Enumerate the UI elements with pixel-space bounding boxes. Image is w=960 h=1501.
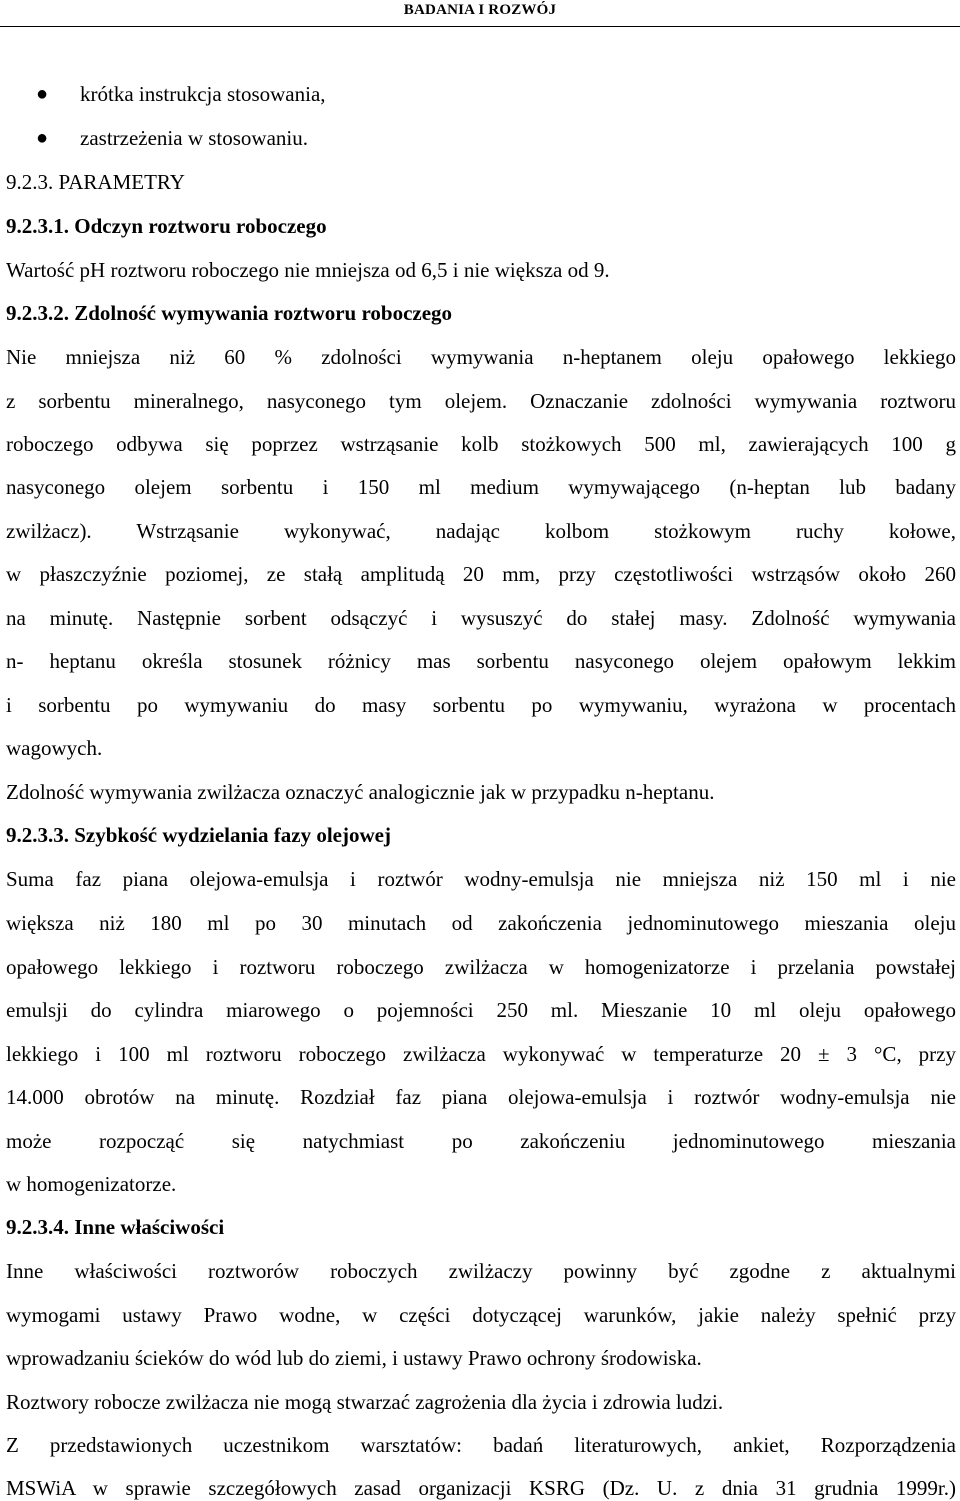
paragraph-line: Inne właściwości roztworów roboczych zwilżaczy powinny być zgodne z aktualnymi xyxy=(6,1259,956,1283)
running-header: BADANIA I ROZWÓJ xyxy=(403,2,557,18)
paragraph-line: w homogenizatorze. xyxy=(6,1172,177,1196)
paragraph-line: na minutę. Następnie sorbent odsączyć i wysuszyć do stałej masy. Zdolność wymywania xyxy=(6,606,956,630)
paragraph-line: z sorbentu mineralnego, nasyconego tym olejem. Oznaczanie zdolności wymywania roztworu xyxy=(6,389,956,413)
paragraph-line: 14.000 obrotów na minutę. Rozdział faz piana olejowa-emulsja i roztwór wodny-emulsja nie xyxy=(6,1085,956,1109)
paragraph-line: może rozpocząć się natychmiast po zakończeniu jednominutowego mieszania xyxy=(6,1129,956,1153)
paragraph-line: Roztwory robocze zwilżacza nie mogą stwarzać zagrożenia dla życia i zdrowia ludzi. xyxy=(6,1390,724,1414)
subsection-heading: 9.2.3.3. Szybkość wydzielania fazy olejowej xyxy=(6,823,391,847)
paragraph-line: Z przedstawionych uczestnikom warsztatów: badań literaturowych, ankiet, Rozporządzenia xyxy=(6,1433,956,1457)
subsection-heading: 9.2.3.2. Zdolność wymywania roztworu roboczego xyxy=(6,301,453,325)
paragraph-line: lekkiego i 100 ml roztworu roboczego zwilżacza wykonywać w temperaturze 20 ± 3 °C, przy xyxy=(6,1042,956,1066)
paragraph-line: n- heptanu określa stosunek różnicy mas sorbentu nasyconego olejem opałowym lekkim xyxy=(6,649,956,673)
paragraph-line: Wartość pH roztworu roboczego nie mniejsza od 6,5 i nie większa od 9. xyxy=(6,258,610,282)
bullet-icon: ● xyxy=(36,127,49,149)
paragraph-line: roboczego odbywa się poprzez wstrząsanie kolb stożkowych 500 ml, zawierających 100 g xyxy=(6,432,956,456)
bullet-text: krótka instrukcja stosowania, xyxy=(80,82,326,106)
paragraph-line: i sorbentu po wymywaniu do masy sorbentu po wymywaniu, wyrażona w procentach xyxy=(6,693,956,717)
paragraph-line: emulsji do cylindra miarowego o pojemności 250 ml. Mieszanie 10 ml oleju opałowego xyxy=(6,998,956,1022)
section-heading: 9.2.3. PARAMETRY xyxy=(6,170,185,194)
paragraph-line: Zdolność wymywania zwilżacza oznaczyć analogicznie jak w przypadku n-heptanu. xyxy=(6,780,715,804)
paragraph-line: wprowadzaniu ścieków do wód lub do ziemi, i ustawy Prawo ochrony środowiska. xyxy=(6,1346,702,1370)
paragraph-line: Nie mniejsza niż 60 % zdolności wymywania n-heptanem oleju opałowego lekkiego xyxy=(6,345,956,369)
bullet-text: zastrzeżenia w stosowaniu. xyxy=(80,126,308,150)
paragraph-line: wagowych. xyxy=(6,736,103,760)
paragraph-line: MSWiA w sprawie szczegółowych zasad organizacji KSRG (Dz. U. z dnia 31 grudnia 1999r.) xyxy=(6,1476,956,1500)
subsection-heading: 9.2.3.1. Odczyn roztworu roboczego xyxy=(6,214,327,238)
paragraph-line: w płaszczyźnie poziomej, ze stałą amplitudą 20 mm, przy częstotliwości wstrząsów około 260 xyxy=(6,562,956,586)
paragraph-line: wymogami ustawy Prawo wodne, w części dotyczącej warunków, jakie należy spełnić przy xyxy=(6,1303,956,1327)
paragraph-line: nasyconego olejem sorbentu i 150 ml medium wymywającego (n-heptan lub badany xyxy=(6,475,956,499)
paragraph-line: opałowego lekkiego i roztworu roboczego zwilżacza w homogenizatorze i przelania powstałej xyxy=(6,955,956,979)
header-rule xyxy=(0,26,960,27)
subsection-heading: 9.2.3.4. Inne właściwości xyxy=(6,1215,225,1239)
paragraph-line: Suma faz piana olejowa-emulsja i roztwór wodny-emulsja nie mniejsza niż 150 ml i nie xyxy=(6,867,956,891)
bullet-icon: ● xyxy=(36,83,49,105)
paragraph-line: większa niż 180 ml po 30 minutach od zakończenia jednominutowego mieszania oleju xyxy=(6,911,956,935)
paragraph-line: zwilżacz). Wstrząsanie wykonywać, nadając kolbom stożkowym ruchy kołowe, xyxy=(6,519,956,543)
